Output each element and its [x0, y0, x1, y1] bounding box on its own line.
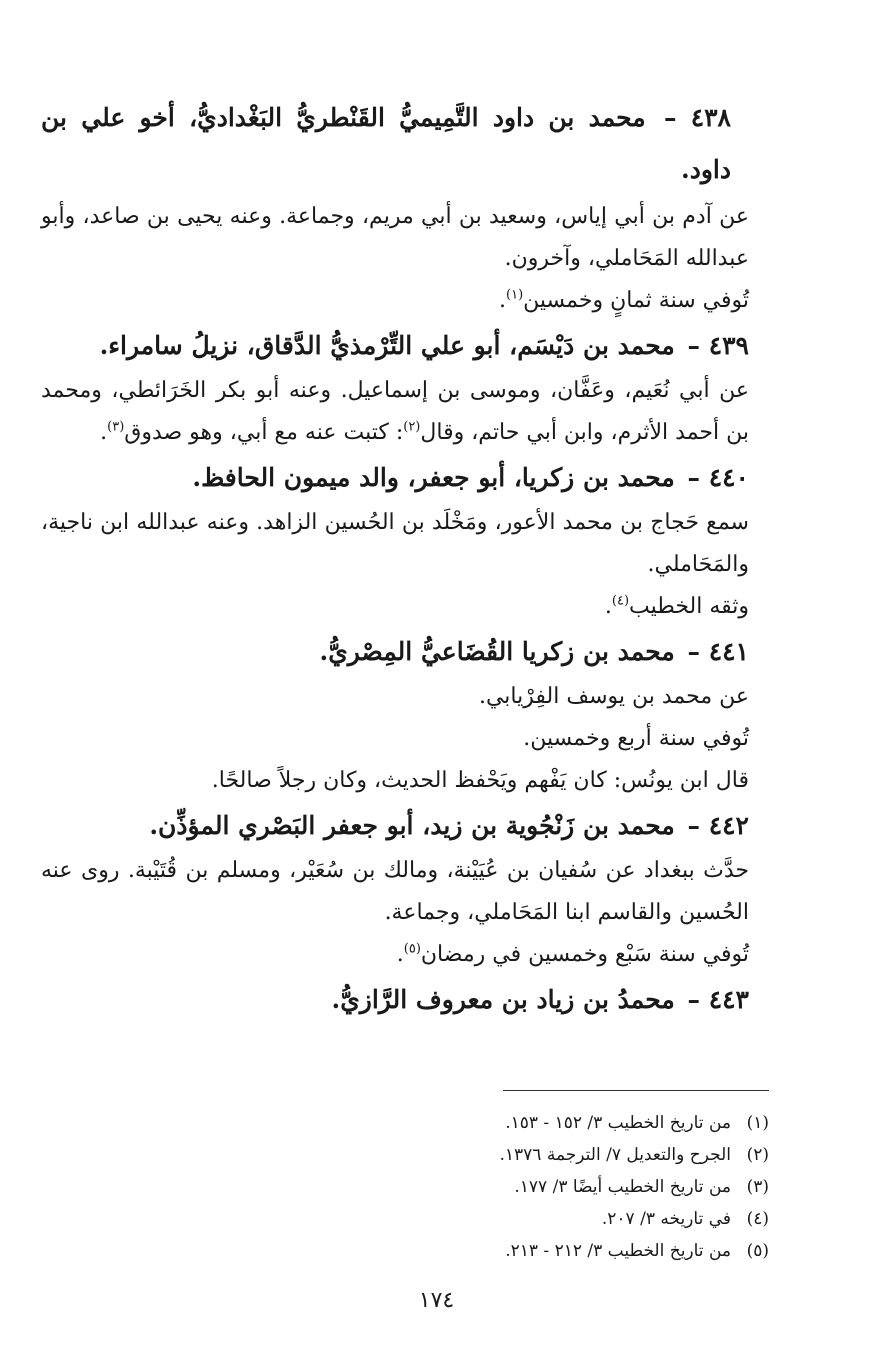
entry-title: محمد بن زَنْجُوية بن زيد، أبو جعفر البَصْري المؤذِّن.: [149, 811, 675, 840]
page-number: ١٧٤: [418, 1288, 455, 1313]
footnote-mark: (٢): [746, 1145, 769, 1165]
entry-paragraph: [41, 502, 781, 586]
entry-title: محمد بن داود التَّمِيميُّ القَنْطريُّ البَغْداديُّ، أخو علي بن داود.: [41, 103, 731, 184]
entry-paragraph: [41, 586, 781, 628]
paragraph-text: .: [396, 942, 404, 967]
paragraph-text: عن آدم بن أبي إياس، وسعيد بن أبي مريم، وجماعة. وعنه يحيى بن صاعد، وأبو عبدالله المَحَاملي، وآخرون.: [41, 204, 749, 271]
footnote-item: [129, 1203, 769, 1235]
entry-number: ٤٤٠ –: [687, 463, 749, 492]
footnote-mark: (٥): [746, 1241, 769, 1261]
entry-heading: [41, 802, 781, 850]
footnote-item: [129, 1235, 769, 1267]
paragraph-text: حدَّث ببغداد عن سُفيان بن عُيَيْنة، ومالك بن سُعَيْر، ومسلم بن قُتَيْبة. روى عنه الحُسين والقاسم ابنا المَحَاملي، وجماعة.: [41, 858, 749, 925]
entry-paragraph: [41, 370, 781, 454]
footnote-ref[interactable]: (٢): [403, 419, 421, 435]
entry-paragraph: [41, 850, 781, 934]
paragraph-text: تُوفي سنة سَبْع وخمسين في رمضان: [420, 942, 749, 967]
paragraph-text: سمع حَجاج بن محمد الأعور، ومَخْلَد بن الحُسين الزاهد. وعنه عبدالله ابن ناجية، والمَحَاملي.: [41, 510, 749, 577]
paragraph-text: .: [499, 288, 507, 313]
footnote-text: من تاريخ الخطيب أيضًا ٣/ ١٧٧.: [514, 1177, 731, 1197]
footnote-item: [129, 1139, 769, 1171]
entry-number: ٤٤١ –: [687, 637, 749, 666]
paragraph-text: تُوفي سنة ثمانٍ وخمسين: [523, 288, 749, 313]
entry-paragraph: [41, 676, 781, 718]
paragraph-text: عن محمد بن يوسف الفِرْيابي.: [478, 684, 749, 709]
footnote-item: [129, 1171, 769, 1203]
entry-title: محمد بن زكريا القُضَاعيُّ المِصْريُّ.: [319, 637, 675, 666]
paragraph-text: : كتبت عنه مع أبي، وهو صدوق: [124, 420, 404, 445]
entry-number: ٤٤٣ –: [687, 985, 749, 1014]
footnote-mark: (٣): [746, 1177, 769, 1197]
entry-number: ٤٤٢ –: [687, 811, 749, 840]
footnotes-list: [129, 1107, 769, 1267]
footnote-ref[interactable]: (١): [506, 287, 524, 303]
entry-title: محمد بن دَيْسَم، أبو علي التِّرْمذيُّ الدَّقاق، نزيلُ سامراء.: [99, 331, 675, 360]
entry-heading: [41, 976, 781, 1024]
footnote-ref[interactable]: (٤): [611, 593, 630, 609]
entry-title: محمد بن زكريا، أبو جعفر، والد ميمون الحافظ.: [192, 463, 675, 492]
entry-paragraph: [41, 760, 781, 802]
footnote-text: من تاريخ الخطيب ٣/ ٢١٢ - ٢١٣.: [505, 1241, 731, 1261]
paragraph-text: قال ابن يونُس: كان يَفْهم ويَحْفظ الحديث، وكان رجلاً صالحًا.: [211, 768, 749, 793]
entry-paragraph: [41, 196, 781, 280]
paragraph-text: وثقه الخطيب: [629, 594, 749, 619]
entry-heading: [41, 322, 781, 370]
footnote-text: الجرح والتعديل ٧/ الترجمة ١٣٧٦.: [499, 1145, 731, 1165]
entry-paragraph: [41, 280, 781, 322]
paragraph-text: تُوفي سنة أربع وخمسين.: [523, 726, 749, 751]
footnote-ref[interactable]: (٥): [403, 941, 421, 957]
entry-paragraph: [41, 934, 781, 976]
paragraph-text: .: [100, 420, 108, 445]
entry-heading: [41, 454, 781, 502]
entry-heading: [41, 628, 781, 676]
main-text: [41, 92, 781, 1024]
footnote-divider: [503, 1090, 769, 1091]
paragraph-text: .: [604, 594, 612, 619]
entry-title: محمدُ بن زياد بن معروف الرَّازيُّ.: [331, 985, 675, 1014]
footnote-mark: (١): [746, 1113, 769, 1133]
footnote-item: [129, 1107, 769, 1139]
footnote-text: في تاريخه ٣/ ٢٠٧.: [601, 1209, 731, 1229]
entry-number: ٤٣٨ –: [663, 103, 731, 132]
entry-number: ٤٣٩ –: [687, 331, 749, 360]
paragraph-text: عن أبي نُعَيم، وعَفَّان، وموسى بن إسماعيل. وعنه أبو بكر الخَرَائطي، ومحمد بن أحمد الأثرم، وابن أبي حاتم، وقال: [41, 378, 749, 445]
footnote-text: من تاريخ الخطيب ٣/ ١٥٢ - ١٥٣.: [505, 1113, 731, 1133]
footnote-ref[interactable]: (٣): [107, 419, 125, 435]
entry-heading: [41, 92, 781, 196]
entry-paragraph: [41, 718, 781, 760]
footnote-mark: (٤): [746, 1209, 769, 1229]
